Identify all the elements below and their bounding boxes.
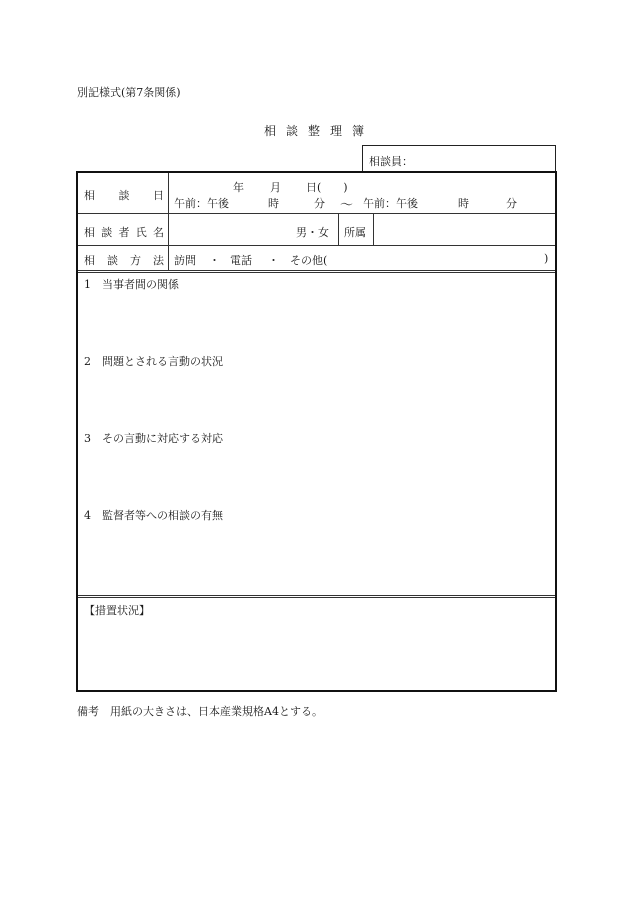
- section-conduct: 2 問題とされる言動の状況: [84, 355, 223, 368]
- end-ampm: 午前：午後: [363, 197, 418, 210]
- label-column-divider: [168, 173, 169, 270]
- row-divider-measures: [78, 595, 555, 598]
- section-relationship: 1 当事者間の関係: [84, 278, 179, 291]
- consultant-box: [362, 145, 556, 171]
- day-unit: 日( ): [306, 181, 348, 194]
- section-supervisor: 4 監督者等への相談の有無: [84, 509, 223, 522]
- affiliation-divider: [373, 213, 374, 245]
- consultant-name-label: 相談者氏名: [84, 226, 164, 239]
- start-hour-unit: 時: [268, 197, 279, 210]
- method-phone: 電話: [230, 254, 252, 267]
- start-ampm: 午前：午後: [174, 197, 229, 210]
- footnote: 備考 用紙の大きさは、日本産業規格A4とする。: [77, 705, 323, 718]
- start-minute-unit: 分: [314, 197, 325, 210]
- end-hour-unit: 時: [458, 197, 469, 210]
- consultant-label: 相談員：: [369, 155, 413, 168]
- method-separator-2: ・: [268, 254, 279, 267]
- end-minute-unit: 分: [506, 197, 517, 210]
- row-divider-method: [78, 270, 555, 273]
- measures-heading: 【措置状況】: [84, 604, 150, 617]
- row-divider-date: [78, 213, 555, 214]
- form-id: 別記様式(第7条関係): [77, 86, 181, 99]
- year-unit: 年: [233, 181, 244, 194]
- section-response: 3 その言動に対応する対応: [84, 432, 223, 445]
- method-separator-1: ・: [209, 254, 220, 267]
- affiliation-label: 所属: [344, 226, 366, 239]
- method-other: その他(: [290, 254, 328, 267]
- method-label: 相 談 方 法: [84, 254, 164, 267]
- consultation-form-table: [76, 171, 557, 692]
- method-visit: 訪問: [174, 254, 196, 267]
- date-label: 相 談 日: [84, 189, 164, 202]
- row-divider-name: [78, 245, 555, 246]
- gender-divider: [338, 213, 339, 245]
- method-other-close: ): [544, 252, 549, 265]
- month-unit: 月: [270, 181, 281, 194]
- form-title: 相談整理簿: [263, 124, 374, 138]
- gender-choice: 男・女: [296, 226, 329, 239]
- time-range-tilde: 〜: [340, 198, 354, 213]
